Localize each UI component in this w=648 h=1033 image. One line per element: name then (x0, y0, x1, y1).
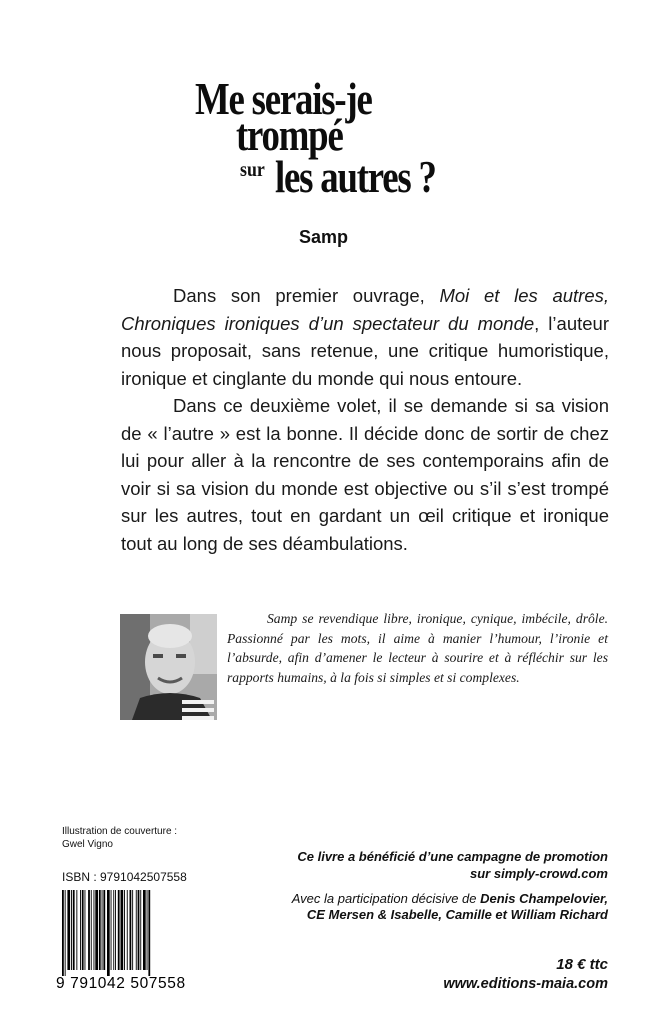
p1-end: , l’auteur nous proposait, sans retenue, une critique humoristique, ironique et cinglante du monde qui nous entoure. (121, 312, 609, 389)
illustrator-name: Gwel Vigno (62, 839, 113, 850)
participation-names-1: Denis Champelovier, (480, 891, 608, 906)
barcode-bar (111, 890, 112, 970)
author-photo (120, 614, 217, 720)
participation-line-1 (292, 890, 608, 907)
book-description (121, 282, 609, 557)
barcode-bar (62, 890, 64, 976)
price: 18 € ttc (556, 956, 608, 973)
publisher-website: www.editions-maia.com (443, 976, 608, 992)
author-name: Samp (299, 227, 349, 247)
author-portrait-image (120, 614, 217, 720)
barcode-bar (136, 890, 137, 970)
barcode-bar (95, 890, 98, 970)
barcode-bar (103, 890, 105, 970)
promo-line-1: Ce livre a bénéficié d’une campagne de promotion (297, 849, 608, 864)
barcode-bar (85, 890, 86, 970)
author-bio (227, 609, 608, 687)
title-line-2: trompé (236, 109, 343, 160)
barcode-bar (148, 890, 150, 976)
barcode-bar (140, 890, 141, 970)
barcode-bar (143, 890, 146, 970)
p1-start: Dans son premier ouvrage, (173, 285, 440, 306)
participation-prefix: Avec la participation décisive de (291, 891, 481, 906)
barcode-bar (138, 890, 140, 970)
barcode-bar (91, 890, 92, 970)
barcode-bar (132, 890, 133, 970)
barcode-bar (102, 890, 103, 970)
barcode-digits: 9 791042 507558 (56, 975, 186, 992)
barcode-bar (94, 890, 95, 970)
description-paragraph-2: Dans ce deuxième volet, il se demande si sa vision de « l’autre » est la bonne. Il décide donc de sortir de chez lui pour aller à la rencontre de ses contemporains afin de voir si sa vision du monde est objective ou s’il s’est trompé sur les autres, tout en gardant un œil critique et ironique tout au long de ses déambulations. (121, 395, 609, 554)
barcode-bar (118, 890, 120, 970)
barcode-bar (71, 890, 72, 970)
barcode (62, 890, 184, 976)
barcode-bar (147, 890, 148, 970)
description-paragraph-1 (121, 282, 609, 392)
title-sur: sur (240, 157, 265, 181)
title-line-1: Me serais-je (195, 73, 372, 124)
barcode-bar (121, 890, 124, 970)
barcode-bar (76, 890, 77, 970)
barcode-bar (67, 890, 70, 970)
author-bio-text: Samp se revendique libre, ironique, cynique, imbécile, drôle. Passionné par les mots, il aime à manier l’humour, l’ironie et l’absurde, afin d’amener le lecteur à sourire et à réfléchir sur les rapports humains, à la fois si simples et si complexes. (227, 611, 608, 685)
previous-book-title: Moi et les autres, Chroniques ironiques d’un spectateur du monde (121, 285, 609, 334)
barcode-bar (130, 890, 132, 970)
participation-line-2: CE Mersen & Isabelle, Camille et William Richard (306, 907, 608, 922)
title-line-3: les autres ? (275, 151, 436, 202)
barcode-bar (65, 890, 66, 976)
barcode-bar (115, 890, 116, 970)
barcode-bar (82, 890, 84, 970)
barcode-bar (73, 890, 75, 970)
barcode-bar (127, 890, 128, 970)
illustration-label: Illustration de couverture : (62, 826, 178, 837)
barcode-bar (113, 890, 114, 970)
barcode-bar (99, 890, 101, 970)
barcode-bar (80, 890, 81, 970)
barcode-bar (107, 890, 110, 976)
isbn-label: ISBN : 9791042507558 (62, 870, 187, 884)
promo-line-2: sur simply-crowd.com (470, 866, 608, 881)
barcode-bar (124, 890, 125, 970)
barcode-bar (88, 890, 90, 970)
